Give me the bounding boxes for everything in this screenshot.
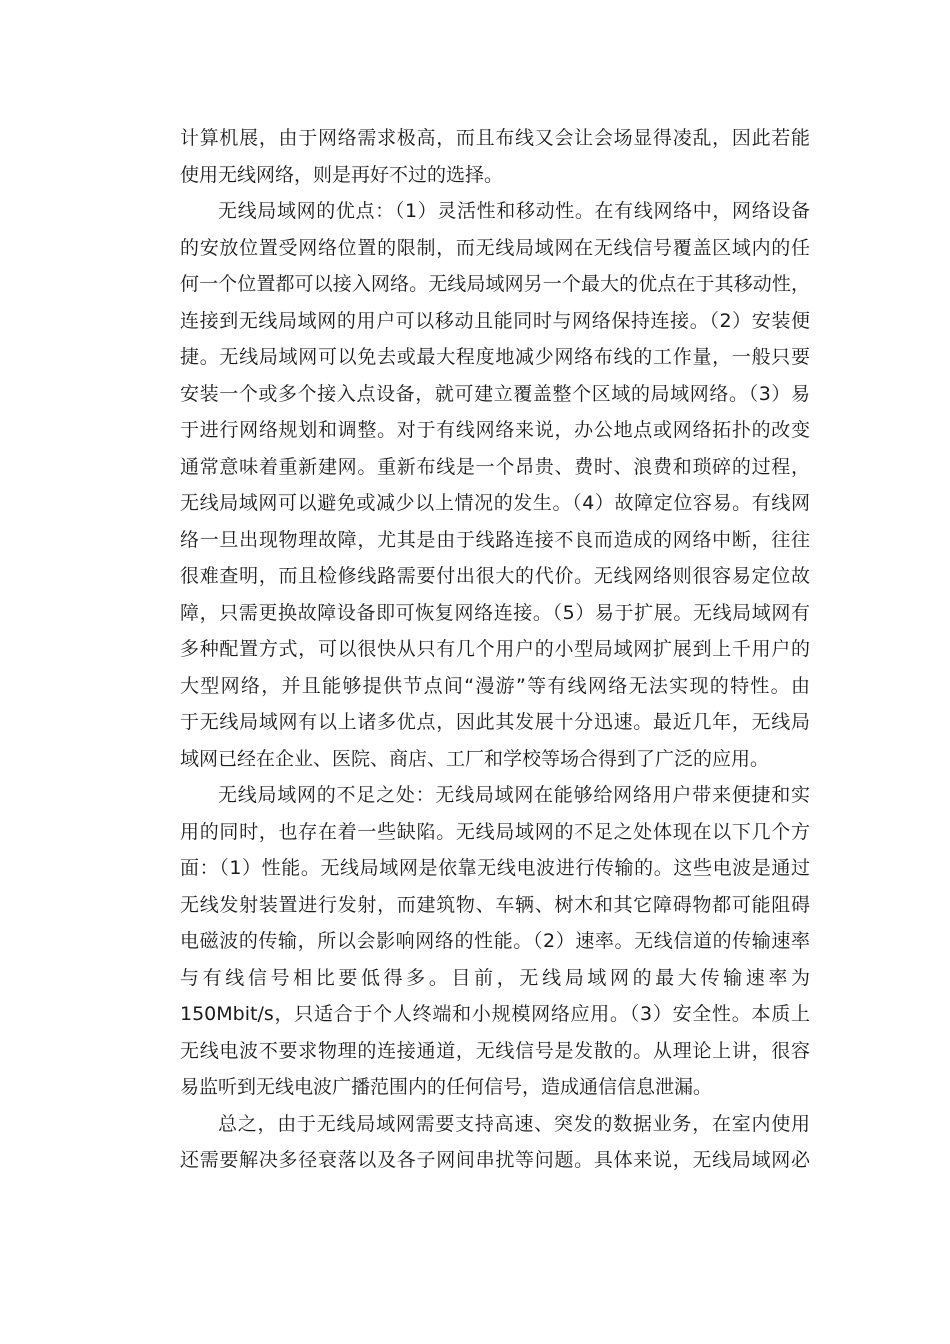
text-line: 安装一个或多个接入点设备，就可建立覆盖整个区域的局域网络。（3）易	[180, 382, 810, 405]
text-line: 使用无线网络，则是再好不过的选择。	[180, 163, 504, 186]
text-line: 150Mbit/s，只适合于个人终端和小规模网络应用。（3）安全性。本质上	[180, 1003, 810, 1025]
text-line: 于进行网络规划和调整。对于有线网络来说，办公地点或网络拓扑的改变	[180, 419, 810, 441]
paragraph-first-line: 总之，由于无线局域网需要支持高速、突发的数据业务，在室内使用	[218, 1112, 810, 1135]
text-line: 无线局域网可以避免或减少以上情况的发生。（4）故障定位容易。有线网	[180, 492, 810, 514]
text-line: 何一个位置都可以接入网络。无线局域网另一个最大的优点在于其移动性，	[180, 273, 810, 295]
text-line: 易监听到无线电波广播范围内的任何信号，造成通信信息泄漏。	[180, 1076, 713, 1098]
text-line: 计算机展，由于网络需求极高，而且布线又会让会场显得凌乱，因此若能	[180, 127, 810, 149]
text-line: 多种配置方式，可以很快从只有几个用户的小型局域网扩展到上千用户的	[180, 638, 810, 660]
text-line: 的安放位置受网络位置的限制，而无线局域网在无线信号覆盖区域内的任	[180, 236, 810, 259]
text-line: 还需要解决多径衰落以及各子网间串扰等问题。具体来说，无线局域网必	[180, 1149, 810, 1171]
text-line: 域网已经在企业、医院、商店、工厂和学校等场合得到了广泛的应用。	[180, 747, 770, 770]
text-line: 电磁波的传输，所以会影响网络的性能。（2）速率。无线信道的传输速率	[180, 930, 810, 952]
text-line: 大型网络，并且能够提供节点间“漫游”等有线网络无法实现的特性。由	[180, 674, 810, 697]
text-line: 与有线信号相比要低得多。目前，无线局域网的最大传输速率为	[180, 966, 810, 989]
text-line: 通常意味着重新建网。重新布线是一个昂贵、费时、浪费和琐碎的过程，	[180, 455, 810, 478]
paragraph-first-line: 无线局域网的优点：（1）灵活性和移动性。在有线网络中，网络设备	[218, 200, 810, 222]
text-line: 无线电波不要求物理的连接通道，无线信号是发散的。从理论上讲，很容	[180, 1039, 810, 1062]
text-line: 络一旦出现物理故障，尤其是由于线路连接不良而造成的网络中断，往往	[180, 528, 810, 551]
text-line: 面：（1）性能。无线局域网是依靠无线电波进行传输的。这些电波是通过	[180, 857, 810, 879]
text-line: 于无线局域网有以上诸多优点，因此其发展十分迅速。最近几年，无线局	[180, 711, 810, 733]
text-line: 障，只需更换故障设备即可恢复网络连接。（5）易于扩展。无线局域网有	[180, 601, 810, 624]
paragraph-first-line: 无线局域网的不足之处：无线局域网在能够给网络用户带来便捷和实	[218, 784, 810, 806]
text-line: 很难查明，而且检修线路需要付出很大的代价。无线网络则很容易定位故	[180, 565, 810, 587]
text-line: 捷。无线局域网可以免去或最大程度地减少网络布线的工作量，一般只要	[180, 346, 810, 368]
text-line: 连接到无线局域网的用户可以移动且能同时与网络保持连接。（2）安装便	[180, 309, 810, 332]
document-body	[180, 120, 810, 1179]
text-line: 无线发射装置进行发射，而建筑物、车辆、树木和其它障碍物都可能阻碍	[180, 893, 810, 916]
text-line: 用的同时，也存在着一些缺陷。无线局域网的不足之处体现在以下几个方	[180, 820, 810, 843]
